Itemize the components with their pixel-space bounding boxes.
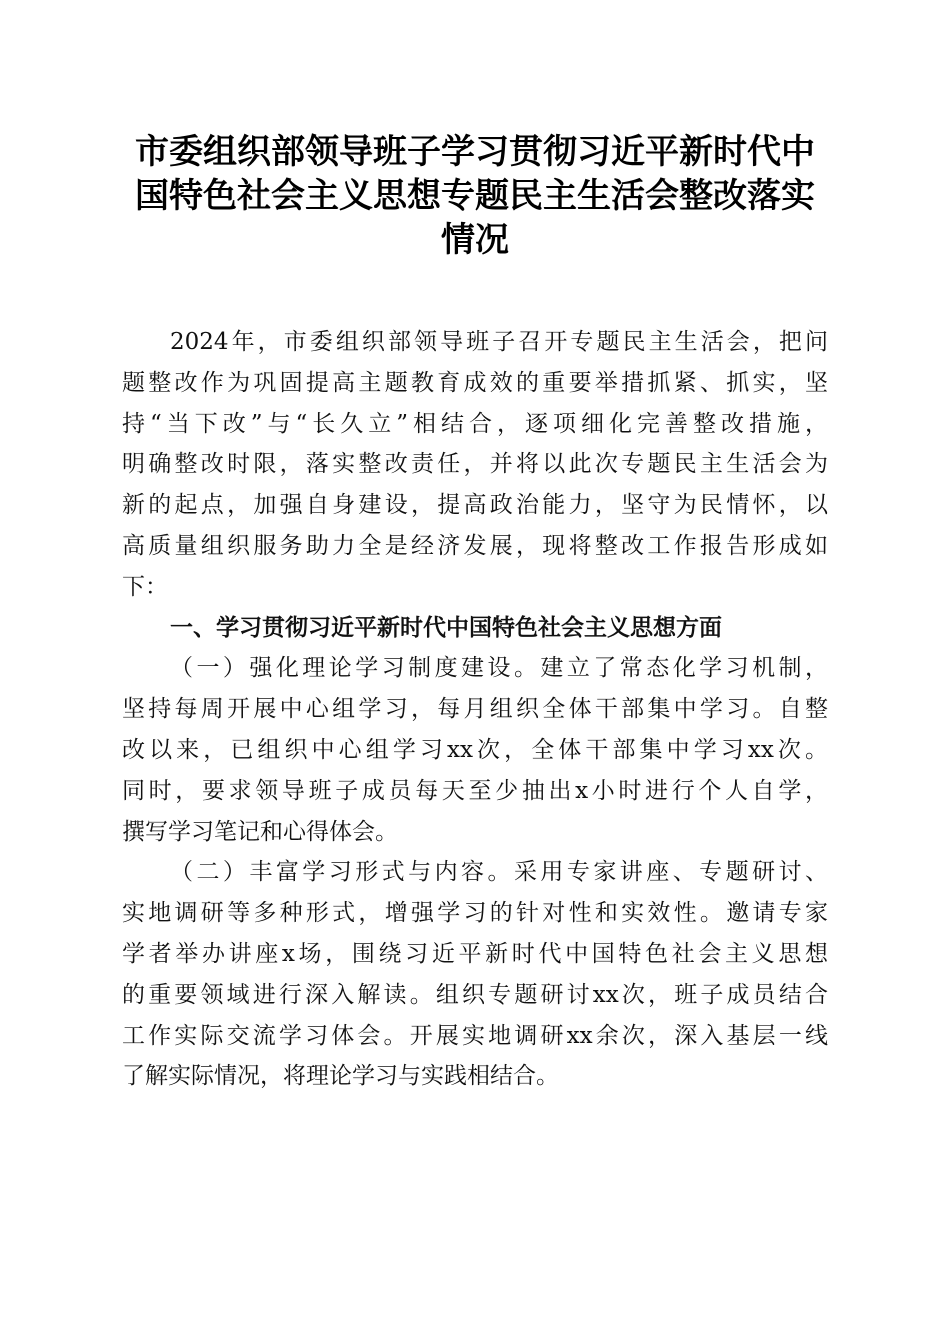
paragraph-line: 明确整改时限，落实整改责任，并将以此次专题民主生活会为 (122, 451, 828, 478)
document-body (122, 322, 828, 1097)
paragraph-line: 了解实际情况，将理论学习与实践相结合。 (122, 1063, 559, 1090)
subsection-paragraph-2 (122, 852, 828, 1097)
intro-paragraph (122, 322, 828, 608)
paragraph-line: 2024年，市委组织部领导班子召开专题民主生活会，把问 (170, 329, 828, 355)
paragraph-line: 学者举办讲座x场，围绕习近平新时代中国特色社会主义思想 (122, 940, 828, 967)
paragraph-line: 坚持每周开展中心组学习，每月组织全体干部集中学习。自整 (122, 696, 828, 723)
paragraph-line: 高质量组织服务助力全是经济发展，现将整改工作报告形成如 (122, 532, 828, 559)
paragraph-line: 改以来，已组织中心组学习xx次，全体干部集中学习xx次。 (122, 736, 828, 763)
paragraph-line: 同时，要求领导班子成员每天至少抽出x小时进行个人自学， (122, 777, 828, 804)
title-line: 情况 (441, 220, 509, 260)
paragraph-line: 实地调研等多种形式，增强学习的针对性和实效性。邀请专家 (122, 900, 828, 927)
paragraph-line: 工作实际交流学习体会。开展实地调研xx余次，深入基层一线 (122, 1022, 828, 1049)
subsection-paragraph-1 (122, 648, 828, 852)
paragraph-line: 下： (122, 573, 168, 600)
paragraph-line: 撰写学习笔记和心得体会。 (122, 818, 398, 845)
title-line: 市委组织部领导班子学习贯彻习近平新时代中 (135, 132, 815, 172)
paragraph-line: 题整改作为巩固提高主题教育成效的重要举措抓紧、抓实，坚 (122, 369, 828, 396)
paragraph-line: 持“当下改”与“长久立”相结合，逐项细化完善整改措施， (122, 410, 828, 437)
paragraph-line: （一）强化理论学习制度建设。建立了常态化学习机制， (170, 655, 828, 682)
paragraph-line: 的重要领域进行深入解读。组织专题研讨xx次，班子成员结合 (122, 981, 828, 1008)
paragraph-line: （二）丰富学习形式与内容。采用专家讲座、专题研讨、 (170, 859, 828, 886)
document-title (112, 130, 838, 262)
section-heading: 一、学习贯彻习近平新时代中国特色社会主义思想方面 (170, 614, 722, 641)
paragraph-line: 新的起点，加强自身建设，提高政治能力，坚守为民情怀，以 (122, 492, 828, 519)
title-line: 国特色社会主义思想专题民主生活会整改落实 (135, 176, 815, 216)
